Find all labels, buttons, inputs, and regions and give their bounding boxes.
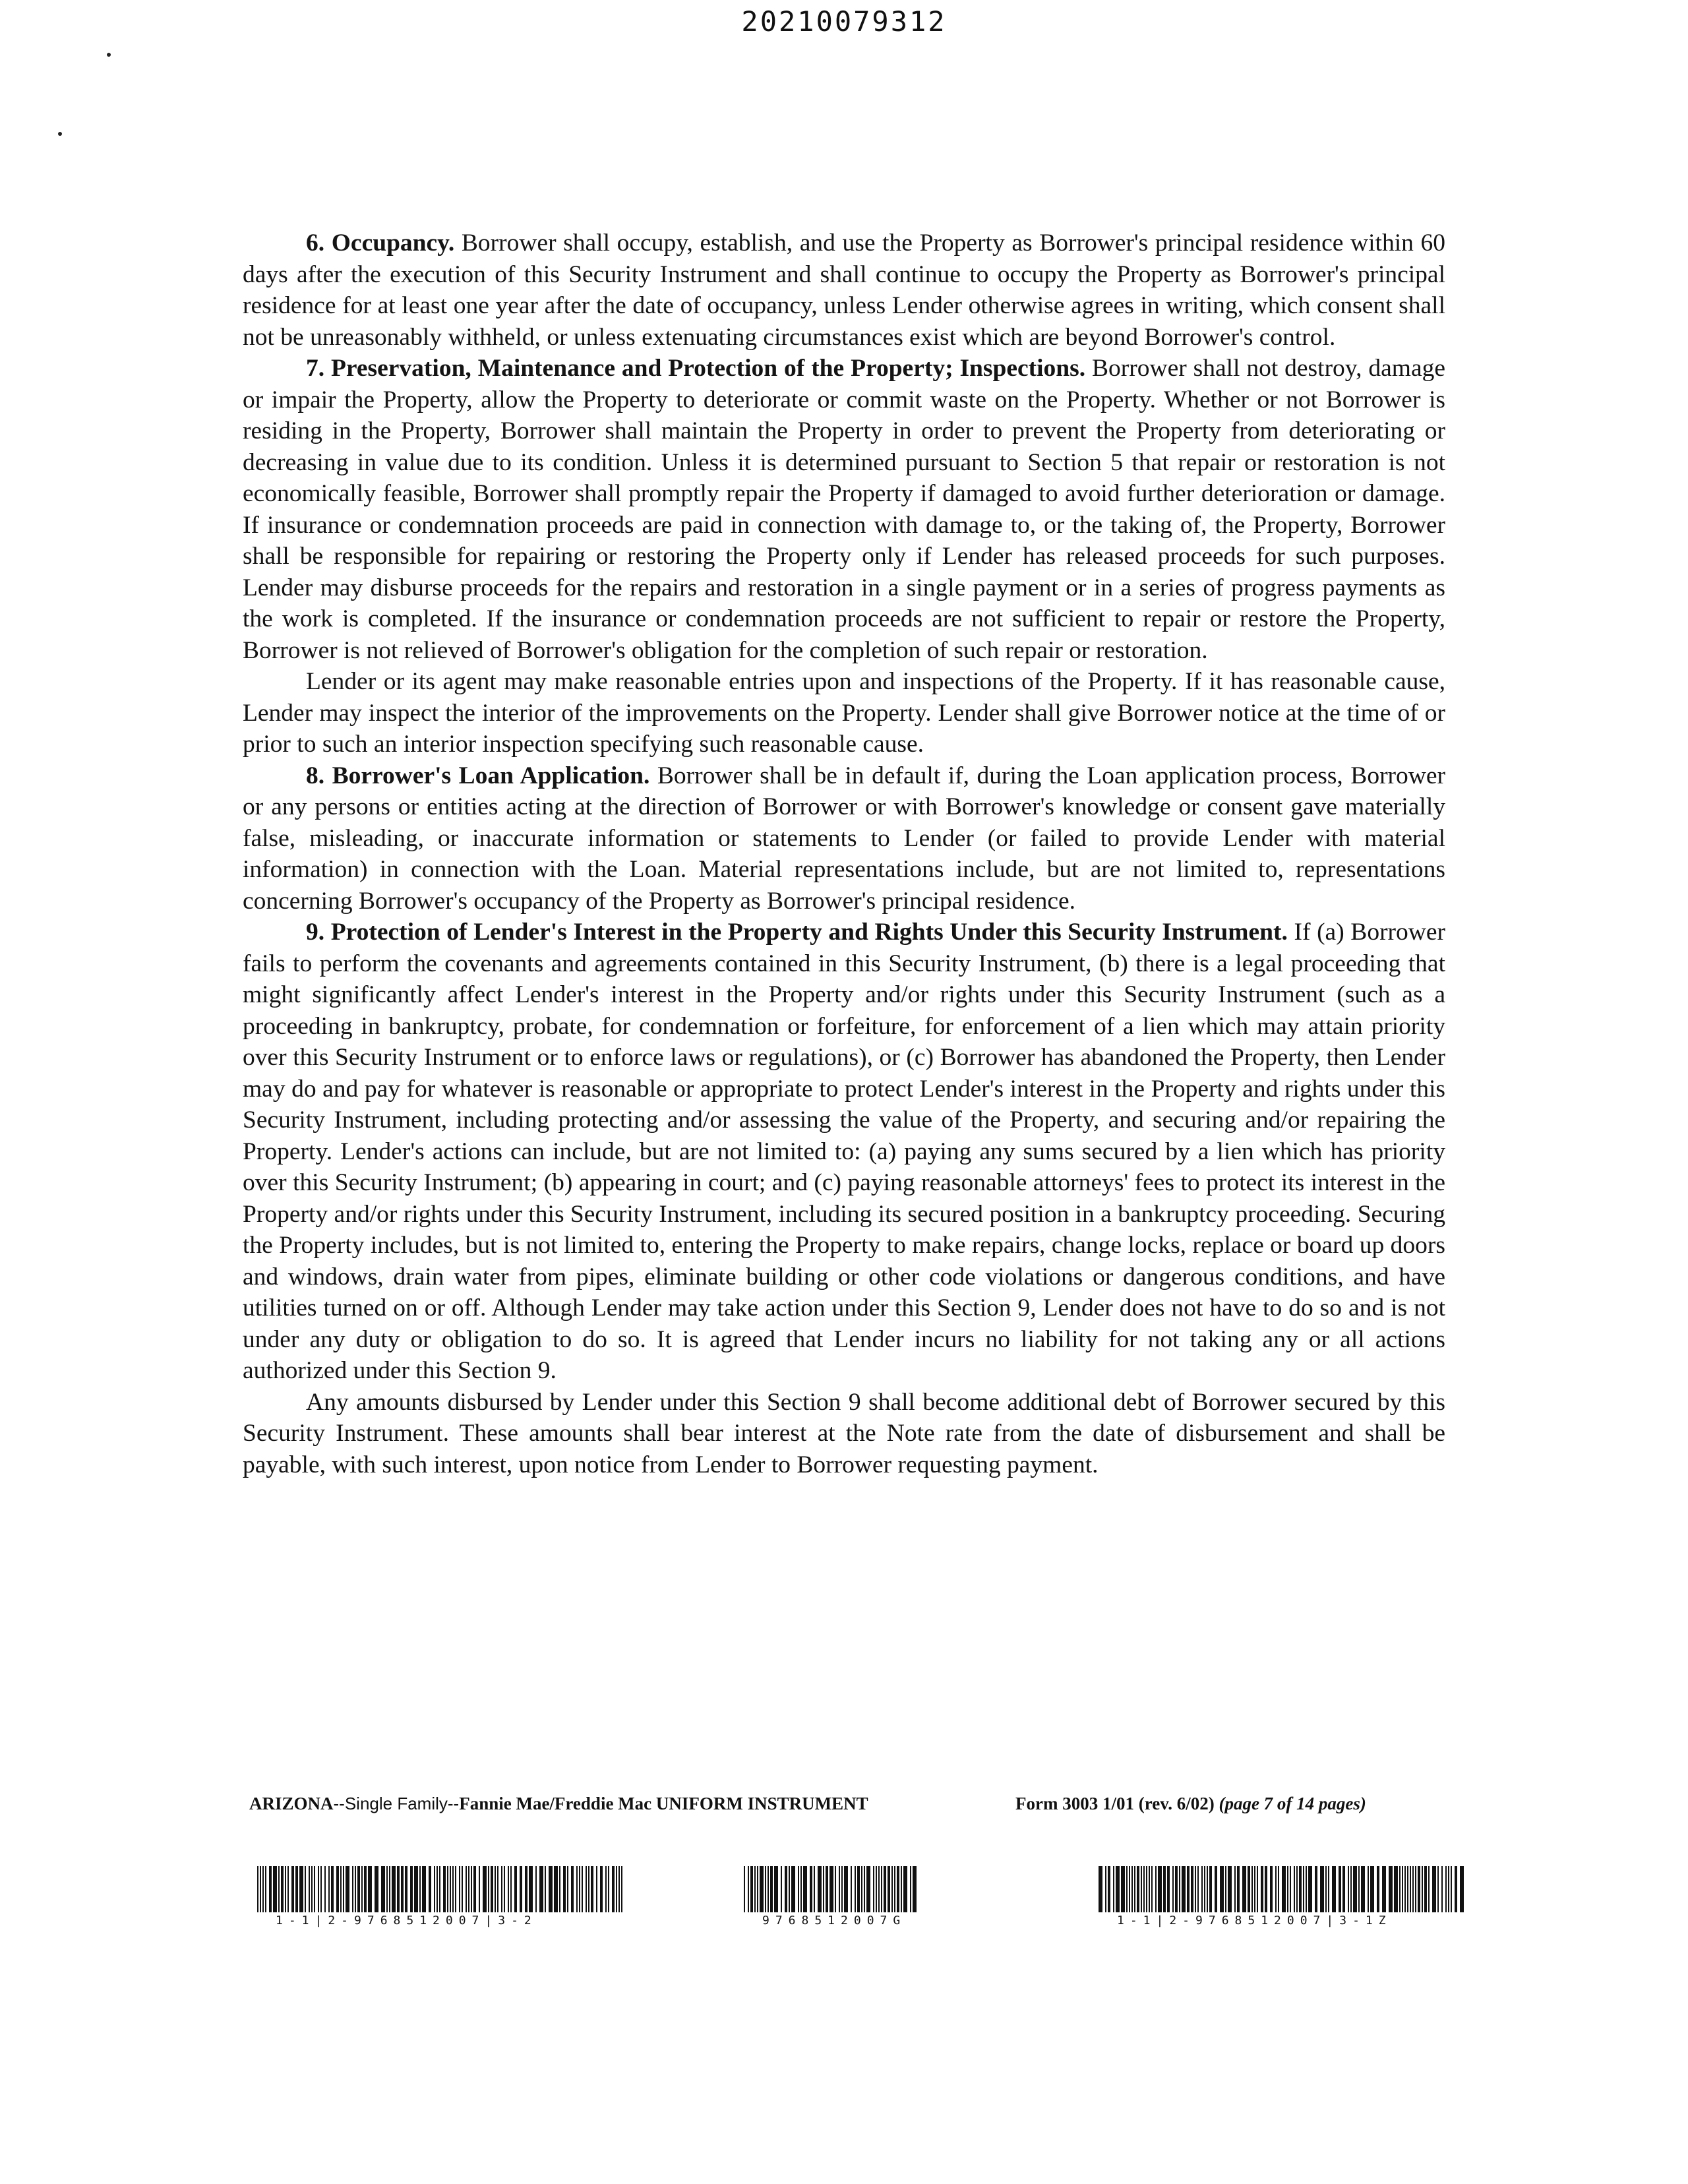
section-6-text: Borrower shall occupy, establish, and use the Property as Borrower's principal residence within 60 days after the execution of this Security Instrument and shall continue to occupy the Property as Borrower's principal residence for at least one year after the date of occupancy, unless Lender otherwise agrees in writing, which consent shall not be unreasonably withheld, or unless extenuating circumstances exist which are beyond Borrower's control. [243, 229, 1445, 351]
section-7 [243, 353, 1445, 666]
barcode-bar [514, 1866, 517, 1912]
barcode-bar [535, 1866, 537, 1912]
barcode-bar [1428, 1866, 1430, 1912]
barcode-bar [1137, 1866, 1139, 1912]
barcode-bar [744, 1866, 745, 1912]
barcode-bar [1320, 1866, 1324, 1912]
barcode-bar [1315, 1866, 1317, 1912]
footer-instrument: Fannie Mae/Freddie Mac UNIFORM INSTRUMENT [459, 1794, 868, 1813]
barcode-bar [1195, 1866, 1196, 1912]
barcode-bar [1143, 1866, 1145, 1912]
barcode-bar [888, 1866, 890, 1912]
barcode-bar [1251, 1866, 1253, 1912]
barcode-bar [1402, 1866, 1403, 1912]
barcode-bar [1191, 1866, 1193, 1912]
barcode-bar [864, 1866, 865, 1912]
barcode-bar [1129, 1866, 1130, 1912]
barcode-bar [844, 1866, 848, 1912]
barcode-bar [1348, 1866, 1349, 1912]
barcode-bar [608, 1866, 609, 1912]
section-6-heading: 6. Occupancy. [306, 229, 455, 257]
footer-state: ARIZONA [249, 1794, 334, 1813]
barcode-bar [443, 1866, 446, 1912]
barcode-bar [567, 1866, 568, 1912]
barcode-bar [328, 1866, 330, 1912]
barcode-bar [459, 1866, 460, 1912]
section-9 [243, 917, 1445, 1387]
barcode-bar [829, 1866, 833, 1912]
barcode-bar [471, 1866, 472, 1912]
footer-form-info [1015, 1794, 1366, 1814]
barcode-bar [455, 1866, 456, 1912]
barcode-bar [1134, 1866, 1135, 1912]
barcode-bar [1158, 1866, 1162, 1912]
footer-form-number: Form 3003 1/01 (rev. 6/02) [1015, 1794, 1215, 1813]
barcode-bar [262, 1866, 264, 1912]
barcode-bar [479, 1866, 480, 1912]
barcode-bar [439, 1866, 440, 1912]
barcode-bar [1282, 1866, 1286, 1912]
barcode-bar [1418, 1866, 1420, 1912]
barcode-bar [375, 1866, 378, 1912]
barcode-bar [1287, 1866, 1288, 1912]
barcode-bar [894, 1866, 895, 1912]
barcode-bar [340, 1866, 342, 1912]
barcode-bar [861, 1866, 862, 1912]
barcode-bar [600, 1866, 603, 1912]
barcode-bar [1437, 1866, 1439, 1912]
barcode-bar [504, 1866, 505, 1912]
barcode-bar [1182, 1866, 1186, 1912]
barcode-bar [1151, 1866, 1153, 1912]
barcode-bar [1261, 1866, 1263, 1912]
barcode-bar [612, 1866, 615, 1912]
barcode-bar [774, 1866, 778, 1912]
barcode-bar [1358, 1866, 1360, 1912]
barcode-bar [320, 1866, 322, 1912]
barcode-bar [1175, 1866, 1178, 1912]
barcode-bar [419, 1866, 421, 1912]
barcode-bar [1204, 1866, 1205, 1912]
barcode-bar [1290, 1866, 1291, 1912]
barcode-bar [447, 1866, 448, 1912]
barcode-bar [1225, 1866, 1226, 1912]
barcode-bar [1275, 1866, 1277, 1912]
barcode-center [742, 1866, 922, 1927]
barcode-bar [1105, 1866, 1106, 1912]
section-8 [243, 760, 1445, 917]
barcode-bar [1332, 1866, 1336, 1912]
barcode-bar [605, 1866, 607, 1912]
barcode-bar [434, 1866, 435, 1912]
barcode-bar [1215, 1866, 1217, 1912]
barcode-bar [1448, 1866, 1449, 1912]
barcode-bar [364, 1866, 367, 1912]
barcode-bar [336, 1866, 339, 1912]
barcode-bar [1167, 1866, 1170, 1912]
barcode-bar [1099, 1866, 1102, 1912]
barcode-bar [450, 1866, 451, 1912]
barcode-bar [389, 1866, 390, 1912]
barcode-bar [1394, 1866, 1398, 1912]
barcode-bar [549, 1866, 553, 1912]
barcode-bar [785, 1866, 787, 1912]
barcode-bar [1410, 1866, 1411, 1912]
barcode-bar [754, 1866, 756, 1912]
barcode-bar [1187, 1866, 1190, 1912]
barcode-bar [1294, 1866, 1295, 1912]
section-9-text: If (a) Borrower fails to perform the covenants and agreements contained in this Security Instrument, (b) there is a legal proceeding that might significantly affect Lender's interest in the Property and/or rights under this Security Instrument (such as a proceeding in bankruptcy, probate, for condemnation or forfeiture, for enforcement of a lien which may attain priority over this Security Instrument or to enforce laws or regulations), or (c) Borrower has abandoned the Property, then Lender may do and pay for whatever is reasonable or appropriate to protect Lender's interest in the Property and rights under this Security Instrument, including protecting and/or assessing the value of the Property, and securing and/or repairing the Property. Lender's actions can include, but are not limited to: (a) paying any sums secured by a lien which has priority over this Security Instrument; (b) appearing in court; and (c) paying reasonable attorneys' fees to protect its interest in the Property and/or rights under this Security Instrument, including its secured position in a bankruptcy proceeding. Securing the Property includes, but is not limited to, entering the Property to make repairs, change locks, replace or board up doors and windows, drain water from pipes, eliminate building or other code violations or dangerous conditions, and have utilities turned on or off. Although Lender may take action under this Section 9, Lender does not have to do so and is not under any duty or obligation to do so. It is agreed that Lender incurs no liability for not taking any or all actions authorized under this Section 9. [243, 919, 1446, 1384]
barcode-bar [1303, 1866, 1304, 1912]
barcode-bar [352, 1866, 353, 1912]
section-7-heading: 7. Preservation, Maintenance and Protection of the Property; Inspections. [306, 355, 1086, 382]
barcode-bar [1172, 1866, 1174, 1912]
footer-instrument-title [249, 1794, 868, 1814]
barcode-bar [810, 1866, 812, 1912]
document-number: 20210079312 [741, 5, 947, 38]
barcode-bar [1116, 1866, 1120, 1912]
footer-page-number: (page 7 of 14 pages) [1219, 1794, 1366, 1813]
barcode-bar [381, 1866, 385, 1912]
barcode-bar [616, 1866, 617, 1912]
barcode-bar [1432, 1866, 1436, 1912]
barcode-bar [750, 1866, 753, 1912]
barcode-bar [309, 1866, 310, 1912]
barcode-bar [884, 1866, 886, 1912]
section-7-text: Borrower shall not destroy, damage or impair the Property, allow the Property to deteriorate or commit waste on the Property. Whether or not Borrower is residing in the Property, Borrower shall maintain the Property in order to prevent the Property from deteriorating or decreasing in value due to its condition. Unless it is determined pursuant to Section 5 that repair or restoration is not economically feasible, Borrower shall promptly repair the Property if damaged to avoid further deterioration or damage. If insurance or condemnation proceeds are paid in connection with damage to, or the taking of, the Property, Borrower shall be responsible for repairing or restoring the Property only if Lender has released proceeds for such purposes. Lender may disburse proceeds for the repairs and restoration in a single payment or in a series of progress payments as the work is completed. If the insurance or condemnation proceeds are not sufficient to repair or restore the Property, Borrower is not relieved of Borrower's obligation for the completion of such repair or restoration. [243, 355, 1445, 664]
barcode-bar [1328, 1866, 1329, 1912]
barcode-bar [1342, 1866, 1345, 1912]
barcode-bar [473, 1866, 476, 1912]
barcode-bar [466, 1866, 467, 1912]
section-6 [243, 228, 1445, 353]
scan-speck [107, 53, 111, 57]
barcode-bar [814, 1866, 815, 1912]
footer-property-type: --Single Family-- [333, 1794, 460, 1813]
barcode-bar [1228, 1866, 1232, 1912]
barcode-caption: 1-1|2-9768512007|3-1Z [1117, 1914, 1392, 1927]
barcode-bar [1278, 1866, 1279, 1912]
barcode-bar [1155, 1866, 1157, 1912]
section-9-amounts: Any amounts disbursed by Lender under this Section 9 shall become additional debt of Borrower secured by this Security Instrument. These amounts shall bear interest at the Note rate from the date of disbursement and shall be payable, with such interest, upon notice from Lender to Borrower requesting payment. [243, 1388, 1445, 1478]
barcode-bar [285, 1866, 286, 1912]
barcode-bar [554, 1866, 558, 1912]
barcode-bar [295, 1866, 298, 1912]
barcode-bars [256, 1866, 625, 1912]
barcode-bar [1415, 1866, 1416, 1912]
section-7-inspections: Lender or its agent may make reasonable entries upon and inspections of the Property. If it has reasonable cause, Lender may inspect the interior of the improvements on the Property. Lender shall give Borrower notice at the time of or prior to such an interior inspection specifying such reasonable cause. [243, 668, 1445, 758]
barcode-bar [857, 1866, 860, 1912]
barcode-bar [437, 1866, 438, 1912]
barcode-bars [1097, 1866, 1468, 1912]
barcode-bar [414, 1866, 418, 1912]
barcode-bar [1234, 1866, 1236, 1912]
barcode-bar [903, 1866, 907, 1912]
barcode-bar [368, 1866, 372, 1912]
barcode-bar [1265, 1866, 1267, 1912]
barcode-bar [1353, 1866, 1357, 1912]
barcode-bar [462, 1866, 463, 1912]
form-footer [249, 1794, 1436, 1823]
barcode-bar [468, 1866, 469, 1912]
barcode-bar [343, 1866, 344, 1912]
barcode-right [1097, 1866, 1468, 1927]
barcode-bar [1382, 1866, 1386, 1912]
barcode-bar [1451, 1866, 1452, 1912]
barcode-bar [355, 1866, 356, 1912]
barcode-bar [1370, 1866, 1374, 1912]
barcode-bar [1339, 1866, 1341, 1912]
barcode-bar [618, 1866, 620, 1912]
barcode-bar [265, 1866, 266, 1912]
barcode-bar [520, 1866, 522, 1912]
barcode-bar [401, 1866, 404, 1912]
barcode-bar [579, 1866, 580, 1912]
barcode-bar [1422, 1866, 1423, 1912]
barcode-bar [591, 1866, 593, 1912]
barcode-caption: 1-1|2-9768512007|3-2 [276, 1914, 537, 1927]
barcode-bar [582, 1866, 583, 1912]
barcode-bar [841, 1866, 843, 1912]
barcode-bar [901, 1866, 902, 1912]
barcode-bar [1121, 1866, 1125, 1912]
barcode-bar [1270, 1866, 1273, 1912]
barcode-bar [1299, 1866, 1302, 1912]
barcode-bar [1149, 1866, 1150, 1912]
barcode-bar [1296, 1866, 1298, 1912]
barcode-bar [1237, 1866, 1240, 1912]
barcode-bar [281, 1866, 284, 1912]
barcode-bar [1412, 1866, 1414, 1912]
barcode-bar [897, 1866, 899, 1912]
barcode-bar [1389, 1866, 1393, 1912]
barcode-bar [1146, 1866, 1147, 1912]
barcode-bar [452, 1866, 454, 1912]
barcode-bar [1179, 1866, 1180, 1912]
barcode-bar [765, 1866, 766, 1912]
barcode-bar [529, 1866, 533, 1912]
barcode-bar [913, 1866, 917, 1912]
barcode-bar [798, 1866, 799, 1912]
barcode-bar [818, 1866, 822, 1912]
barcode-bar [1350, 1866, 1352, 1912]
barcode-bar [429, 1866, 431, 1912]
barcode-bar [1257, 1866, 1258, 1912]
barcode-bar [386, 1866, 388, 1912]
barcode-bar [876, 1866, 877, 1912]
barcode-bar [588, 1866, 589, 1912]
barcode-bar [881, 1866, 882, 1912]
barcode-bar [576, 1866, 578, 1912]
barcode-bar [1424, 1866, 1427, 1912]
barcode-bar [789, 1866, 790, 1912]
barcode-bar [1368, 1866, 1369, 1912]
barcode-bar [1209, 1866, 1212, 1912]
barcode-bar [497, 1866, 498, 1912]
barcode-bar [545, 1866, 546, 1912]
barcode-bar [559, 1866, 560, 1912]
barcode-bar [260, 1866, 261, 1912]
barcode-bar [508, 1866, 509, 1912]
barcode-bar [873, 1866, 874, 1912]
barcode-bar [563, 1866, 566, 1912]
barcode-bar [273, 1866, 277, 1912]
barcode-bar [835, 1866, 836, 1912]
barcode-bar [803, 1866, 807, 1912]
barcode-bar [1308, 1866, 1312, 1912]
barcode-bar [1460, 1866, 1464, 1912]
barcode-bar [1445, 1866, 1447, 1912]
barcode-bar [760, 1866, 764, 1912]
barcode-bar [1201, 1866, 1203, 1912]
barcode-bar [1131, 1866, 1133, 1912]
barcode-bar [826, 1866, 828, 1912]
barcode-left [256, 1866, 625, 1927]
barcode-bar [357, 1866, 360, 1912]
barcode-bar [1441, 1866, 1443, 1912]
barcode-bar [501, 1866, 502, 1912]
barcode-bar [1108, 1866, 1110, 1912]
barcode-caption: 9768512007G [762, 1914, 907, 1927]
barcode-bar [851, 1866, 852, 1912]
barcode-bar [910, 1866, 911, 1912]
barcode-bar [422, 1866, 426, 1912]
barcode-bar [1325, 1866, 1327, 1912]
barcode-bar [278, 1866, 280, 1912]
barcode-bar [1248, 1866, 1250, 1912]
barcode-bar [823, 1866, 824, 1912]
scan-speck [58, 132, 62, 136]
barcode-bar [1455, 1866, 1457, 1912]
barcode-bar [571, 1866, 574, 1912]
barcode-bar [1207, 1866, 1208, 1912]
barcode-bar [318, 1866, 319, 1912]
barcode-bar [1126, 1866, 1128, 1912]
barcode-bar [1220, 1866, 1224, 1912]
barcode-bar [311, 1866, 313, 1912]
barcode-bar [269, 1866, 272, 1912]
barcode-bars [742, 1866, 922, 1912]
barcode-bar [291, 1866, 294, 1912]
barcode-bar [314, 1866, 315, 1912]
barcode-bar [483, 1866, 487, 1912]
barcode-bar [305, 1866, 306, 1912]
barcode-bar [361, 1866, 363, 1912]
barcode-bar [299, 1866, 303, 1912]
barcode-bar [1361, 1866, 1365, 1912]
barcode-bar [770, 1866, 773, 1912]
barcode-bar [586, 1866, 587, 1912]
barcode-bar [1404, 1866, 1406, 1912]
barcode-bar [621, 1866, 622, 1912]
barcode-bar [1113, 1866, 1114, 1912]
barcode-bar [1197, 1866, 1199, 1912]
barcode-bar [1377, 1866, 1379, 1912]
barcode-bar [855, 1866, 856, 1912]
barcode-bar [539, 1866, 543, 1912]
barcode-bar [1407, 1866, 1408, 1912]
barcode-bar [331, 1866, 334, 1912]
barcode-bar [878, 1866, 880, 1912]
barcode-bar [1254, 1866, 1255, 1912]
barcode-bar [757, 1866, 758, 1912]
barcode-bar [1141, 1866, 1142, 1912]
barcode-bar [495, 1866, 496, 1912]
barcode-bar [346, 1866, 349, 1912]
barcode-bar [891, 1866, 893, 1912]
barcode-bar [287, 1866, 289, 1912]
barcode-bar [781, 1866, 782, 1912]
barcode-bar [491, 1866, 493, 1912]
barcode-bar [866, 1866, 870, 1912]
section-9-heading: 9. Protection of Lender's Interest in the Property and Rights Under this Security Instrument. [306, 919, 1288, 946]
barcode-bar [257, 1866, 258, 1912]
barcode-bar [397, 1866, 400, 1912]
section-8-text: Borrower shall be in default if, during the Loan application process, Borrower or any persons or entities acting at the direction of Borrower or with Borrower's knowledge or consent gave materially false, misleading, or inaccurate information or statements to Lender (or failed to provide Lender with material information) in connection with the Loan. Material representations include, but are not limited to, representations concerning Borrower's occupancy of the Property as Borrower's principal residence. [243, 762, 1446, 915]
barcode-bar [410, 1866, 413, 1912]
barcode-bar [596, 1866, 597, 1912]
barcode-bar [405, 1866, 407, 1912]
barcode-bar [1306, 1866, 1307, 1912]
barcode-bar [791, 1866, 795, 1912]
barcode-bar [525, 1866, 528, 1912]
barcode-bar [1242, 1866, 1246, 1912]
barcode-bar [1163, 1866, 1166, 1912]
barcode-bar [748, 1866, 749, 1912]
barcode-bar [488, 1866, 489, 1912]
document-body [243, 228, 1445, 1480]
barcode-bar [510, 1866, 512, 1912]
barcode-bar [768, 1866, 769, 1912]
barcode-bar [800, 1866, 802, 1912]
barcode-bar [1399, 1866, 1401, 1912]
section-8-heading: 8. Borrower's Loan Application. [306, 762, 650, 789]
barcode-bar [839, 1866, 840, 1912]
barcode-bar [324, 1866, 326, 1912]
barcode-bar [392, 1866, 396, 1912]
